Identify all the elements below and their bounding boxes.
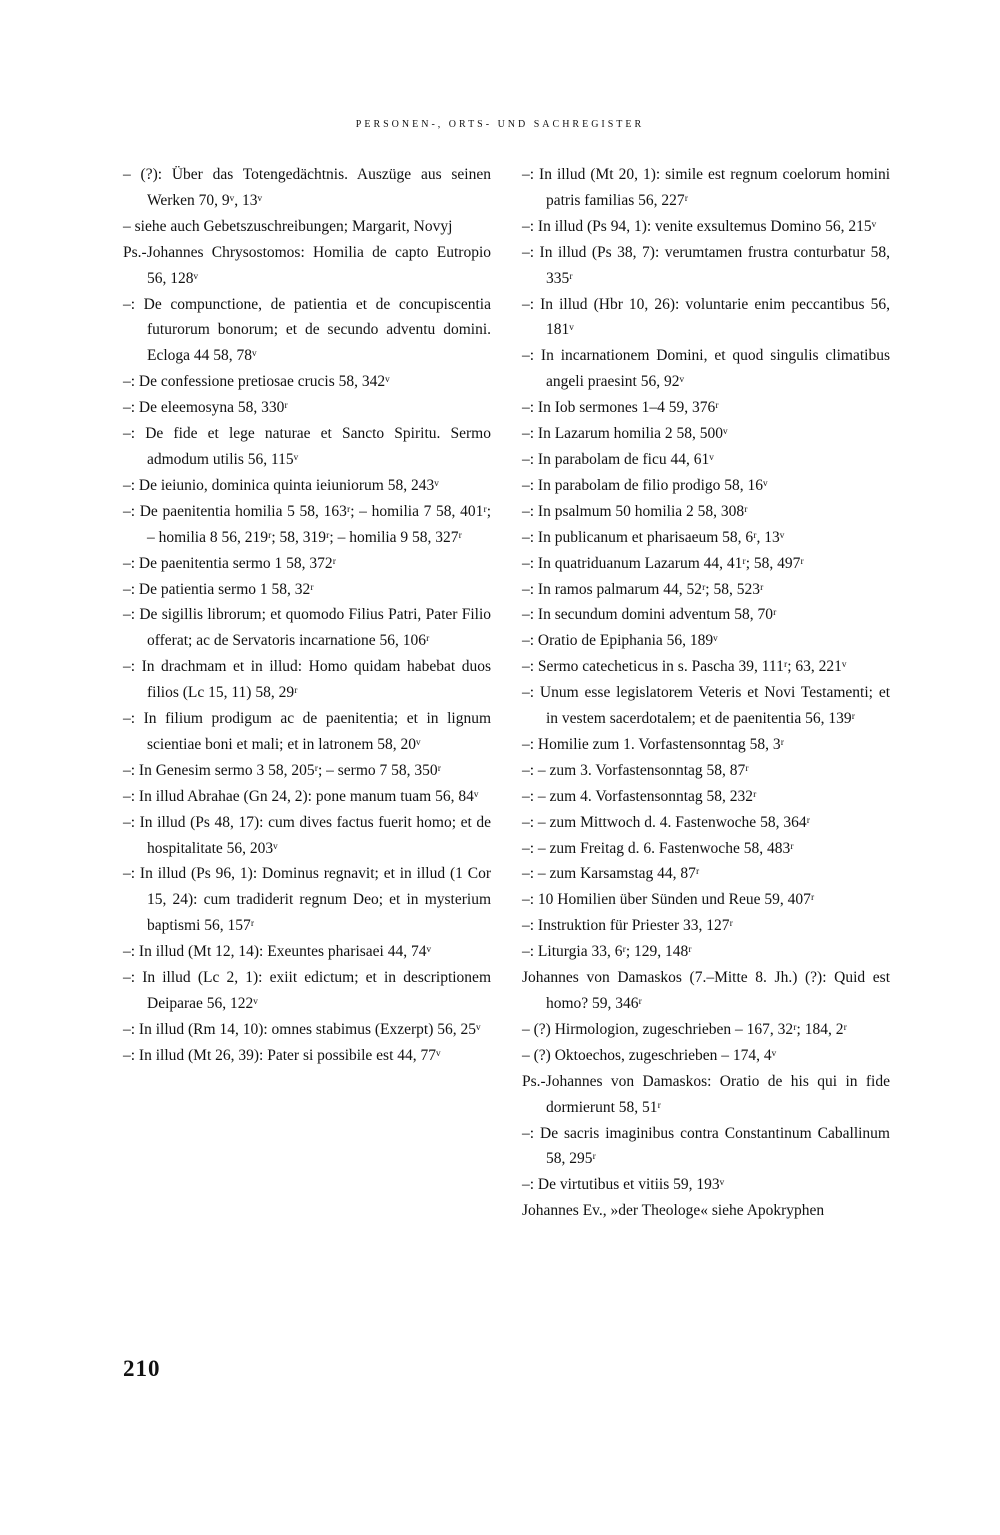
index-entry: –: De sigillis librorum; et quomodo Filius Patri, Pater Filio offerat; ac de Servatoris incarnatione 56, 106ʳ [123,606,491,650]
index-entry: –: In parabolam de ficu 44, 61ᵛ [522,450,714,468]
index-entry: –: In illud (Ps 96, 1): Dominus regnavit; et in illud (1 Cor 15, 24): cum tradiderit regnum Deo; et in mysterium baptismi 56, 157ʳ [123,865,491,935]
index-entry: –: Homilie zum 1. Vorfastensonntag 58, 3ʳ [522,735,784,753]
index-entry: Ps.-Johannes von Damaskos: Oratio de his qui in fide dormierunt 58, 51ʳ [522,1072,890,1116]
index-entry: –: In quatriduanum Lazarum 44, 41ʳ; 58, 497ʳ [522,554,804,572]
index-entry: –: In filium prodigum ac de paenitentia; et in lignum scientiae boni et mali; et in latronem 58, 20ᵛ [123,710,491,753]
index-entry: –: – zum Karsamstag 44, 87ʳ [522,865,700,883]
index-entry: –: – zum Mittwoch d. 4. Fastenwoche 58, 364ʳ [522,813,810,831]
index-entry: –: In illud (Rm 14, 10): omnes stabimus (Exzerpt) 56, 25ᵛ [123,1020,481,1038]
index-entry: –: Instruktion für Priester 33, 127ʳ [522,917,733,935]
index-entry: –: In illud (Hbr 10, 26): voluntarie enim peccantibus 56, 181ᵛ [522,295,890,339]
index-entry: –: De fide et lege naturae et Sancto Spiritu. Sermo admodum utilis 56, 115ᵛ [123,425,491,468]
index-entry: –: De confessione pretiosae crucis 58, 342ᵛ [123,373,390,391]
index-entry: –: In illud (Lc 2, 1): exiit edictum; et in descriptionem Deiparae 56, 122ᵛ [123,969,491,1012]
index-entry: –: De sacris imaginibus contra Constantinum Caballinum 58, 295ʳ [522,1124,890,1168]
index-entry: – siehe auch Gebetszuschreibungen; Margarit, Novyj [123,217,453,235]
index-entry: –: In Lazarum homilia 2 58, 500ᵛ [522,425,728,443]
index-entry: –: De eleemosyna 58, 330ʳ [123,399,288,417]
index-entry: –: Unum esse legislatorem Veteris et Novi Testamenti; et in vestem sacerdotalem; et de paenitentia 56, 139ʳ [522,684,890,728]
index-entry: –: – zum 4. Vorfastensonntag 58, 232ʳ [522,787,757,805]
index-entry: –: In drachmam et in illud: Homo quidam habebat duos filios (Lc 15, 11) 58, 29ʳ [123,658,491,702]
index-entry: –: De compunctione, de patientia et de concupiscentia futurorum bonorum; et de secundo adventu domini. Ecloga 44 58, 78ᵛ [123,295,491,365]
index-entry: –: Oratio de Epiphania 56, 189ᵛ [522,632,718,650]
index-entry: –: In incarnationem Domini, et quod singulis climatibus angeli praesint 56, 92ᵛ [522,347,890,391]
index-entry: Ps.-Johannes Chrysostomos: Homilia de capto Eutropio 56, 128ᵛ [123,243,491,287]
index-entry: Johannes von Damaskos (7.–Mitte 8. Jh.) (?): Quid est homo? 59, 346ʳ [522,969,890,1012]
page-number: 210 [123,1356,161,1381]
index-entry: Johannes Ev., »der Theologe« siehe Apokryphen [522,1202,825,1220]
index-entry: –: In illud (Ps 48, 17): cum dives factus fuerit homo; et de hospitalitate 56, 203ᵛ [123,813,491,857]
index-entry: –: In publicanum et pharisaeum 58, 6ʳ, 13ᵛ [522,528,785,546]
index-entry: –: In illud (Mt 26, 39): Pater si possibile est 44, 77ᵛ [123,1046,441,1064]
index-entry: –: De paenitentia homilia 5 58, 163ʳ; – homilia 7 58, 401ʳ; – homilia 8 56, 219ʳ; 58, 319ʳ; – homilia 9 58, 327ʳ [123,502,491,546]
index-entry: –: De virtutibus et vitiis 59, 193ᵛ [522,1176,725,1194]
index-column-right [522,162,890,1224]
index-entry: –: In secundum domini adventum 58, 70ʳ [522,606,777,624]
index-entry: –: Sermo catecheticus in s. Pascha 39, 111ʳ; 63, 221ᵛ [522,658,847,676]
index-entry: –: – zum 3. Vorfastensonntag 58, 87ʳ [522,761,749,779]
index-entry: –: Liturgia 33, 6ʳ; 129, 148ʳ [522,943,692,961]
index-entry: –: In illud Abrahae (Gn 24, 2): pone manum tuam 56, 84ᵛ [123,787,479,805]
index-entry: –: De ieiunio, dominica quinta ieiuniorum 58, 243ᵛ [123,476,439,494]
index-entry: – (?) Oktoechos, zugeschrieben – 174, 4ᵛ [522,1046,777,1064]
index-entry: –: In parabolam de filio prodigo 58, 16ᵛ [522,476,768,494]
index-entry: –: In illud (Mt 12, 14): Exeuntes pharisaei 44, 74ᵛ [123,943,432,961]
index-entry: –: 10 Homilien über Sünden und Reue 59, 407ʳ [522,891,815,909]
index-entry: – (?) Hirmologion, zugeschrieben – 167, 32ʳ; 184, 2ʳ [522,1020,847,1038]
index-entry: –: In illud (Mt 20, 1): simile est regnum coelorum homini patris familias 56, 227ʳ [522,166,890,209]
index-entry: –: In ramos palmarum 44, 52ʳ; 58, 523ʳ [522,580,764,598]
index-entry: –: In illud (Ps 94, 1): venite exsultemus Domino 56, 215ᵛ [522,217,877,235]
index-entry: –: In psalmum 50 homilia 2 58, 308ʳ [522,502,748,520]
index-column-left [123,162,491,1069]
index-entry: –: – zum Freitag d. 6. Fastenwoche 58, 483ʳ [522,839,794,857]
index-entry: –: In illud (Ps 38, 7): verumtamen frustra conturbatur 58, 335ʳ [522,243,890,287]
running-header: PERSONEN-, ORTS- UND SACHREGISTER [355,119,645,130]
index-entry: –: In Iob sermones 1–4 59, 376ʳ [522,399,719,417]
index-entry: –: De paenitentia sermo 1 58, 372ʳ [123,554,336,572]
index-entry: – (?): Über das Totengedächtnis. Auszüge aus seinen Werken 70, 9ᵛ, 13ᵛ [123,166,491,209]
index-entry: –: De patientia sermo 1 58, 32ʳ [123,580,314,598]
index-entry: –: In Genesim sermo 3 58, 205ʳ; – sermo 7 58, 350ʳ [123,761,441,779]
